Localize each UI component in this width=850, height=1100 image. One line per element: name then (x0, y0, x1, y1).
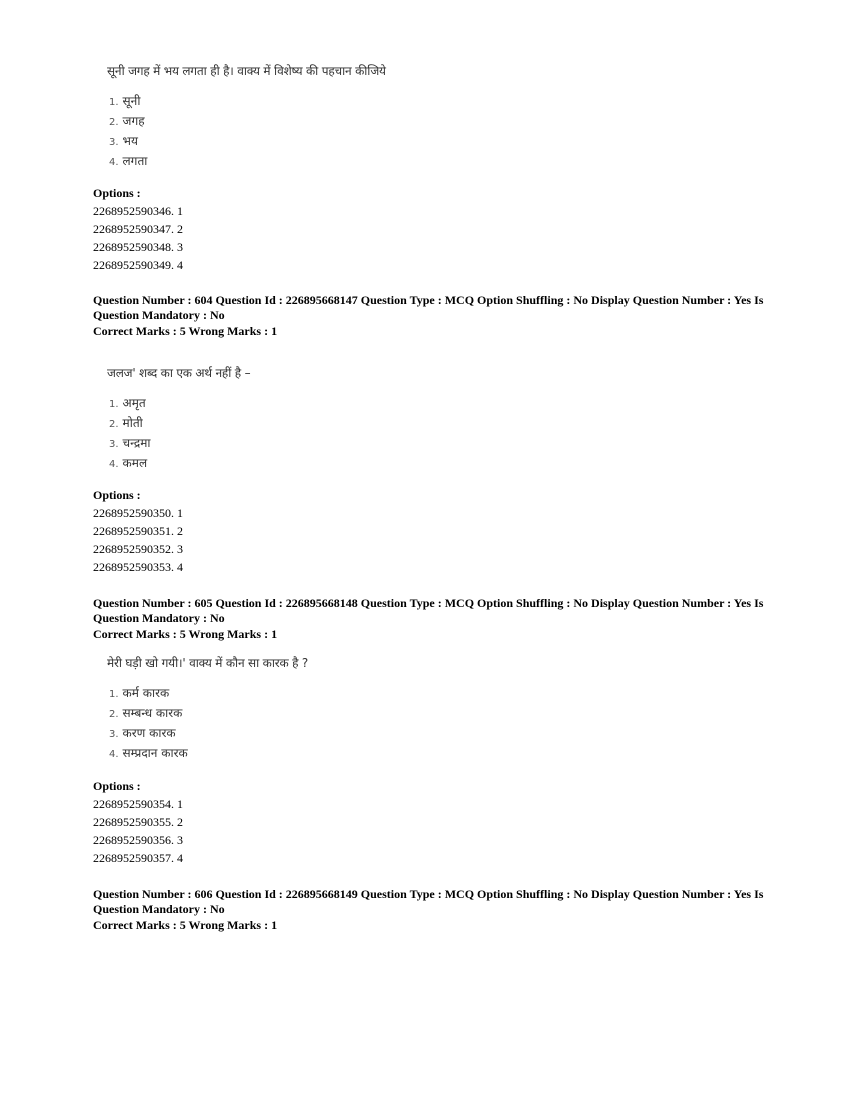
question-603-choices (93, 92, 773, 172)
option-line: 2268952590354. 1 (93, 797, 183, 811)
question-meta-line: Question Number : 604 Question Id : 226895668147 Question Type : MCQ Option Shuffling : No Display Question Number : Yes Is (93, 293, 764, 307)
option-line: 2268952590353. 4 (93, 560, 183, 574)
option-line: 2268952590356. 3 (93, 833, 183, 847)
option-line: 2268952590350. 1 (93, 506, 183, 520)
question-604-text: जलज' शब्द का एक अर्थ नहीं है – (107, 366, 251, 380)
question-meta-line: Question Number : 606 Question Id : 226895668149 Question Type : MCQ Option Shuffling : No Display Question Number : Yes Is (93, 887, 764, 901)
choice-item: 3. चन्द्रमा (109, 436, 151, 450)
question-605-options (93, 777, 773, 867)
choice-item: 2. सम्बन्ध कारक (109, 706, 183, 720)
question-606-meta (93, 887, 773, 933)
question-meta-line: Question Mandatory : No (93, 902, 225, 916)
choice-item: 3. भय (109, 134, 138, 148)
question-604-options (93, 486, 773, 576)
choice-item: 2. जगह (109, 114, 145, 128)
question-605-choices (93, 684, 773, 764)
question-603-options (93, 184, 773, 274)
question-605-meta (93, 596, 773, 642)
question-meta-line: Question Mandatory : No (93, 308, 225, 322)
choice-item: 3. करण कारक (109, 726, 176, 740)
question-meta-line: Question Mandatory : No (93, 611, 225, 625)
option-line: 2268952590347. 2 (93, 222, 183, 236)
question-marks: Correct Marks : 5 Wrong Marks : 1 (93, 324, 278, 338)
question-marks: Correct Marks : 5 Wrong Marks : 1 (93, 627, 278, 641)
option-line: 2268952590357. 4 (93, 851, 183, 865)
question-603-image (93, 62, 773, 172)
question-marks: Correct Marks : 5 Wrong Marks : 1 (93, 918, 278, 932)
choice-item: 1. अमृत (109, 396, 146, 410)
option-line: 2268952590352. 3 (93, 542, 183, 556)
question-605-image (93, 654, 773, 764)
options-label: Options : (93, 488, 141, 502)
choice-item: 4. कमल (109, 456, 148, 470)
options-label: Options : (93, 779, 141, 793)
choice-item: 1. सूनी (109, 94, 141, 108)
question-meta-line: Question Number : 605 Question Id : 226895668148 Question Type : MCQ Option Shuffling : No Display Question Number : Yes Is (93, 596, 764, 610)
option-line: 2268952590355. 2 (93, 815, 183, 829)
option-line: 2268952590348. 3 (93, 240, 183, 254)
choice-item: 2. मोती (109, 416, 143, 430)
question-603-text: सूनी जगह में भय लगता ही है। वाक्य में विशेष्य की पहचान कीजिये (107, 64, 386, 78)
question-604-choices (93, 394, 773, 474)
option-line: 2268952590351. 2 (93, 524, 183, 538)
option-line: 2268952590346. 1 (93, 204, 183, 218)
option-line: 2268952590349. 4 (93, 258, 183, 272)
options-label: Options : (93, 186, 141, 200)
question-604-image (93, 364, 773, 474)
choice-item: 4. लगता (109, 154, 148, 168)
question-604-meta (93, 293, 773, 339)
choice-item: 1. कर्म कारक (109, 686, 170, 700)
choice-item: 4. सम्प्रदान कारक (109, 746, 188, 760)
question-605-text: मेरी घड़ी खो गयी।' वाक्य में कौन सा कारक है ? (107, 656, 309, 670)
